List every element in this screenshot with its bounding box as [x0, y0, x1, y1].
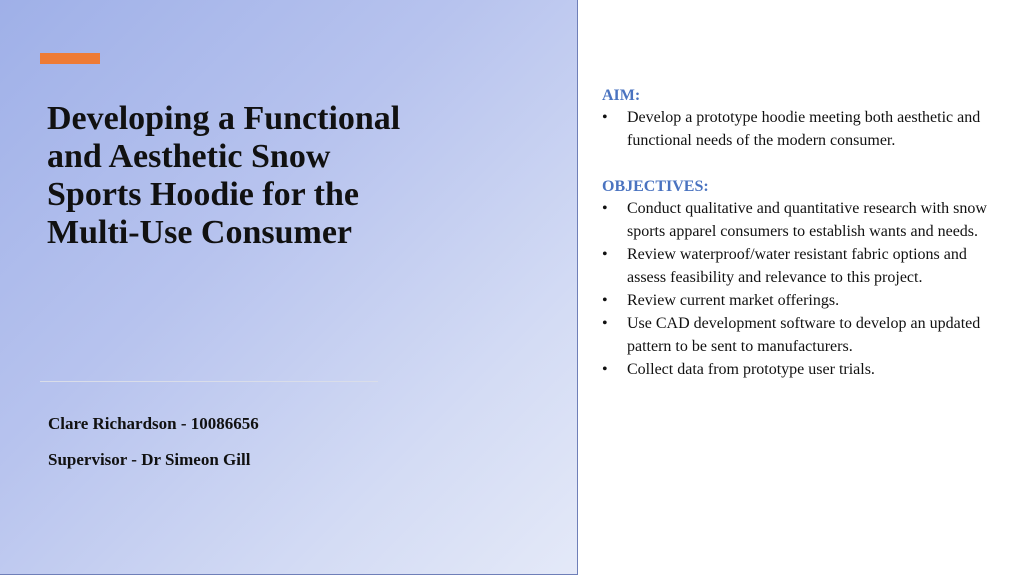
objective-item-text: Conduct qualitative and quantitative research with snow sports apparel consumers to establish wants and needs. — [627, 200, 987, 240]
bullet-icon: • — [602, 246, 608, 263]
aim-item-text: Develop a prototype hoodie meeting both aesthetic and functional needs of the modern consumer. — [627, 109, 981, 149]
aim-section — [602, 86, 1002, 152]
bullet-icon: • — [602, 109, 608, 126]
section-spacer — [602, 152, 1002, 177]
objective-item-text: Review current market offerings. — [627, 292, 840, 309]
bullet-icon: • — [602, 292, 608, 309]
objective-item — [602, 289, 1002, 312]
objective-item-text: Review waterproof/water resistant fabric options and assess feasibility and relevance to this project. — [627, 246, 967, 286]
objective-item — [602, 358, 1002, 381]
objectives-section — [602, 177, 1002, 381]
aim-heading: AIM: — [602, 87, 641, 104]
objective-item-text: Collect data from prototype user trials. — [627, 361, 875, 378]
aim-item — [602, 106, 1002, 152]
objectives-list — [602, 197, 1002, 381]
objectives-heading: OBJECTIVES: — [602, 178, 709, 195]
objective-item-text: Use CAD development software to develop an updated pattern to be sent to manufacturers. — [627, 315, 981, 355]
objective-item — [602, 197, 1002, 243]
bullet-icon: • — [602, 361, 608, 378]
bullet-icon: • — [602, 315, 608, 332]
accent-bar — [40, 53, 100, 64]
objective-item — [602, 243, 1002, 289]
aim-list — [602, 106, 1002, 152]
bullet-icon: • — [602, 200, 608, 217]
author-line: Clare Richardson - 10086656 — [48, 414, 259, 433]
presentation-title: Developing a Functional and Aesthetic Snow Sports Hoodie for the Multi-Use Consumer — [47, 100, 401, 251]
objective-item — [602, 312, 1002, 358]
supervisor-line: Supervisor - Dr Simeon Gill — [48, 450, 251, 469]
divider — [40, 381, 378, 382]
aims-objectives-panel — [602, 86, 1002, 381]
